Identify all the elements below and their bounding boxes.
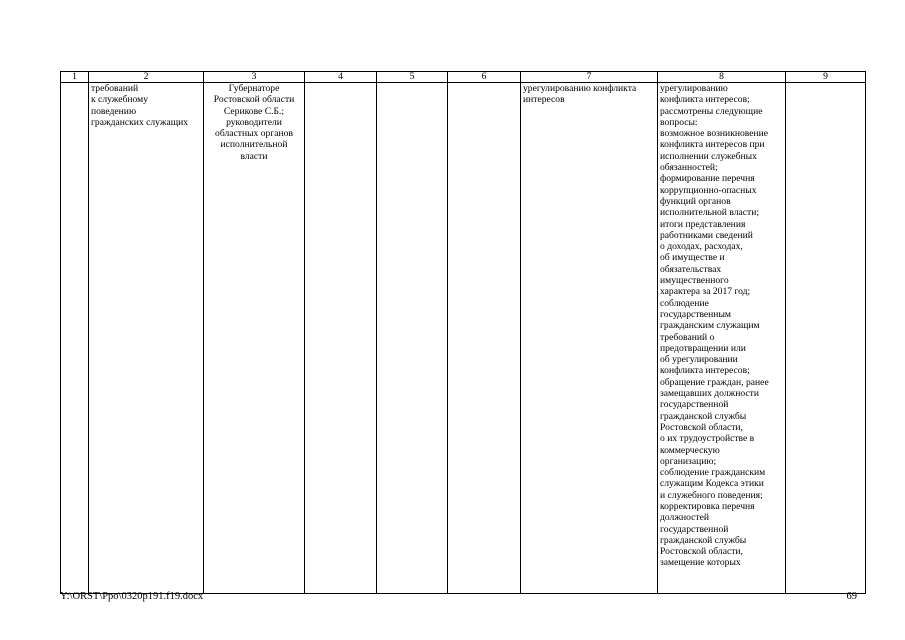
- cell-line: обязательствах: [660, 263, 722, 275]
- cell-col1: [61, 83, 89, 594]
- cell-line: интересов: [523, 94, 565, 106]
- column-number: 8: [658, 72, 786, 83]
- cell-line: корректировка перечня: [660, 500, 755, 512]
- page-number: 69: [846, 591, 857, 602]
- report-table: [60, 71, 866, 594]
- column-number: 4: [305, 72, 377, 83]
- table-row: [61, 83, 866, 594]
- cell-line: Ростовской области: [213, 94, 295, 106]
- cell-line: об урегулировании: [660, 354, 738, 366]
- cell-col5: [377, 83, 448, 594]
- cell-line: функций органов: [660, 195, 731, 207]
- cell-line: исполнительной власти;: [660, 207, 760, 219]
- cell-line: возможное возникновение: [660, 128, 769, 140]
- cell-line: обращение граждан, ранее: [660, 376, 769, 388]
- cell-line: урегулированию: [660, 83, 728, 94]
- cell-line: Ростовской области,: [660, 421, 743, 433]
- cell-line: гражданским служащим: [660, 320, 760, 332]
- cell-line: конфликта интересов;: [660, 365, 750, 377]
- cell-line: об имуществе и: [660, 252, 725, 264]
- column-number: 1: [61, 72, 89, 83]
- cell-line: о их трудоустройстве в: [660, 433, 755, 445]
- cell-line: исполнительной: [220, 139, 288, 151]
- cell-line: поведению: [91, 105, 137, 117]
- column-number: 2: [89, 72, 204, 83]
- cell-line: работниками сведений: [660, 229, 753, 241]
- cell-line: гражданской службы: [660, 534, 747, 546]
- cell-col4: [305, 83, 377, 594]
- cell-line: конфликта интересов;: [660, 94, 750, 106]
- cell-line: служащим Кодекса этики: [660, 478, 764, 490]
- cell-line: о доходах, расходах,: [660, 241, 743, 253]
- cell-line: к служебному: [91, 94, 149, 106]
- cell-line: характера за 2017 год;: [660, 286, 751, 298]
- cell-line: государственным: [660, 308, 731, 320]
- cell-line: имущественного: [660, 275, 729, 287]
- cell-line: власти: [240, 150, 268, 162]
- cell-line: требований: [91, 83, 139, 94]
- cell-line: организацию;: [660, 455, 717, 467]
- column-number: 3: [204, 72, 305, 83]
- cell-line: руководители: [226, 116, 282, 128]
- cell-line: рассмотрены следующие: [660, 105, 763, 117]
- cell-line: государственной: [660, 399, 729, 411]
- column-number: 7: [521, 72, 658, 83]
- cell-line: урегулированию конфликта: [523, 83, 637, 94]
- cell-line: Серикове С.Б.;: [223, 105, 285, 117]
- cell-col2: [89, 83, 204, 594]
- cell-line: соблюдение: [660, 297, 709, 309]
- cell-col3: [204, 83, 305, 594]
- column-number: 6: [448, 72, 521, 83]
- cell-line: итоги представления: [660, 218, 746, 230]
- cell-line: коммерческую: [660, 444, 720, 456]
- column-number: 9: [786, 72, 866, 83]
- cell-col7: [521, 83, 658, 594]
- cell-line: конфликта интересов при: [660, 139, 765, 151]
- column-number: 5: [377, 72, 448, 83]
- cell-line: требований о: [660, 331, 715, 343]
- cell-line: и служебного поведения;: [660, 489, 763, 501]
- cell-line: коррупционно-опасных: [660, 184, 757, 196]
- cell-line: гражданской службы: [660, 410, 747, 422]
- cell-line: соблюдение гражданским: [660, 467, 766, 479]
- cell-line: Ростовской области,: [660, 546, 743, 558]
- cell-line: формирование перечня: [660, 173, 755, 185]
- cell-line: замещавших должности: [660, 388, 759, 400]
- cell-line: исполнении служебных: [660, 150, 757, 162]
- cell-line: гражданских служащих: [91, 116, 189, 128]
- cell-line: должностей: [660, 512, 709, 524]
- cell-col8: [658, 83, 786, 594]
- cell-col9: [786, 83, 866, 594]
- cell-col6: [448, 83, 521, 594]
- cell-line: областных органов: [215, 128, 293, 140]
- cell-line: Губернаторе: [228, 83, 280, 94]
- cell-line: обязанностей;: [660, 162, 718, 174]
- column-number-row: [61, 72, 866, 83]
- cell-line: предотвращении или: [660, 342, 746, 354]
- file-path: Y:\ORST\Ppo\0320p191.f19.docx: [60, 591, 204, 602]
- cell-line: замещение которых: [660, 557, 741, 569]
- cell-line: государственной: [660, 523, 729, 535]
- cell-line: вопросы:: [660, 116, 698, 128]
